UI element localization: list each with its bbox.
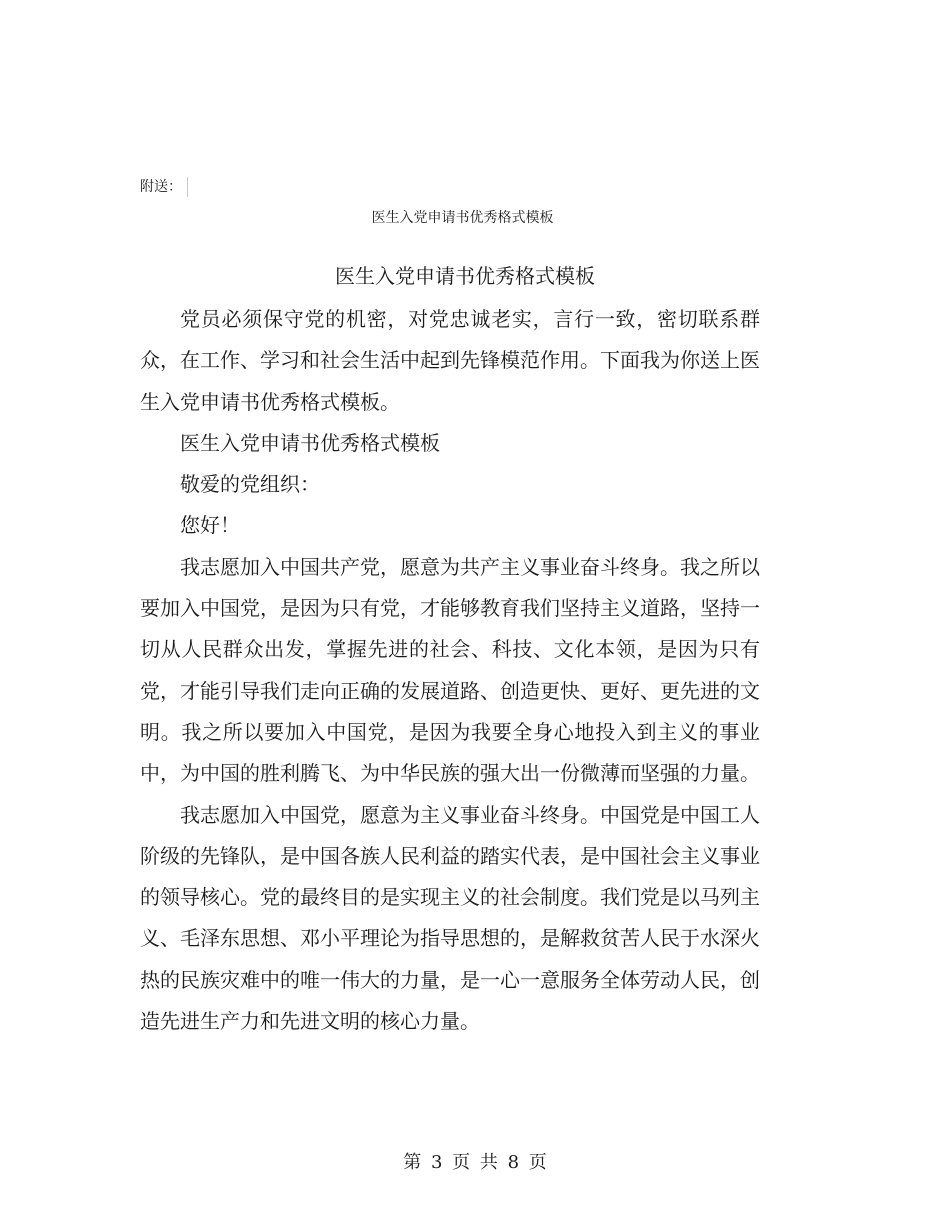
paragraph-salutation: 敬爱的党组织：	[180, 472, 320, 497]
page-indicator: 第 3 页 共 8 页	[403, 1152, 547, 1173]
attach-label: 附送：	[140, 179, 182, 195]
paragraph-intro: 党员必须保守党的机密，对党忠诚老实，言行一致，密切联系群众，在工作、学习和社会生活中起到先锋模范作用。下面我为你送上医生入党申请书优秀格式模板。	[140, 307, 760, 414]
paragraph-greeting: 您好！	[180, 513, 240, 538]
document-title: 医生入党申请书优秀格式模板	[335, 264, 595, 288]
header-small-title: 医生入党申请书优秀格式模板	[371, 210, 554, 226]
document-body	[140, 299, 760, 1042]
paragraph-body-1: 我志愿加入中国共产党，愿意为共产主义事业奋斗终身。我之所以要加入中国党，是因为只有党，才能够教育我们坚持主义道路，坚持一切从人民群众出发，掌握先进的社会、科技、文化本领，是因为只有党，才能引导我们走向正确的发展道路、创造更快、更好、更先进的文明。我之所以要加入中国党，是因为我要全身心地投入到主义的事业中，为中国的胜利腾飞、为中华民族的强大出一份微薄而坚强的力量。	[140, 554, 760, 786]
paragraph-body-2: 我志愿加入中国党，愿意为主义事业奋斗终身。中国党是中国工人阶级的先锋队，是中国各族人民利益的踏实代表，是中国社会主义事业的领导核心。党的最终目的是实现主义的社会制度。我们党是以马列主义、毛泽东思想、邓小平理论为指导思想的，是解救贫苦人民于水深火热的民族灾难中的唯一伟大的力量，是一心一意服务全体劳动人民，创造先进生产力和先进文明的核心力量。	[140, 802, 760, 1034]
paragraph-subtitle: 医生入党申请书优秀格式模板	[180, 430, 440, 455]
text-cursor	[187, 177, 188, 197]
